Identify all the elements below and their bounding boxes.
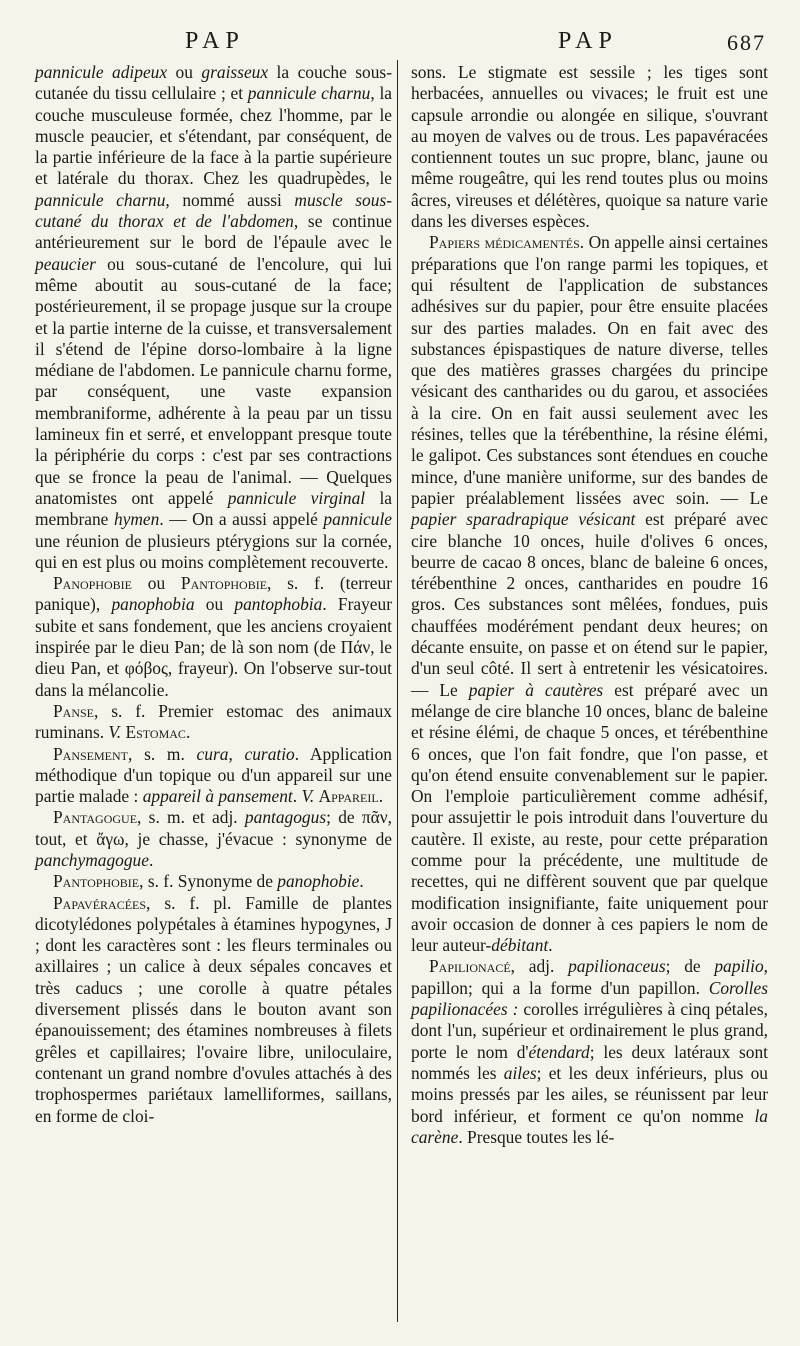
entry-panophobie: Panophobie ou Pantophobie, s. f. (terreur panique), panophobia ou pantophobia. Frayeur subite et sans fondement, que les anciens croyaient inspirée par le dieu Pan; de là son nom (de Πάν, le dieu Pan, et φόβος, frayeur). On l'observe sur-tout dans la mélancolie.	[35, 573, 392, 700]
entry-papiers-medicamentes: Papiers médicamentés. On appelle ainsi certaines préparations que l'on range parmi les topiques, et qui résultent de l'application de substances adhésives sur du papier, pour être ensuite placées sur des parties malades. On en fait avec des substances épispastiques de nature diverse, telles que des matières grasses chargées du principe vésicant des cantharides ou du garou, et associées à la cire. On en fait aussi seulement avec les résines, telles que la térébenthine, la résine élémi, le galipot. Ces substances sont étendues en couche mince, d'une manière uniforme, sur des bandes de papier préalablement lissées avec soin. — Le papier sparadrapique vésicant est préparé avec cire blanche 10 onces, huile d'olives 6 onces, beurre de cacao 8 onces, blanc de baleine 6 onces, térébenthine 2 onces, cantharides en poudre 16 gros. Ces substances sont mêlées, fondues, puis chauffées modérément pendant deux heures; on décante ensuite, on passe et on étend sur le papier, d'un seul côté. Il sert à entretenir les vésicatoires. — Le papier à cautères est préparé avec un mélange de cire blanche 10 onces, blanc de baleine et résine élémi, de chaque 5 onces, et térébenthine 6 onces, que l'on fait fondre, que l'on passe, et qu'on étend ensuite convenablement sur le papier. On l'emploie particulièrement comme adhésif, pour assujettir le pois introduit dans l'ouverture du cautère. Il existe, au reste, pour cette préparation comme pour la précédente, une multitude de recettes, qui ne diffèrent souvent que par quelque modification insignifiante, faite uniquement pour avoir occasion de donner à ces papiers le nom de leur auteur-débitant.	[411, 232, 769, 956]
paragraph-pannicule-continued: pannicule adipeux ou graisseux la couche sous-cutanée du tissu cellulaire ; et pannicule charnu, la couche musculeuse formée, chez l'homme, par le muscle peaucier, et s'étendant, par conséquent, de la partie inférieure de la face à la partie supérieure et latérale du thorax. Chez les quadrupèdes, le pannicule charnu, nommé aussi muscle sous-cutané du thorax et de l'abdomen, se continue antérieurement sur le bord de l'épaule avec le peaucier ou sous-cutané de l'encolure, qui lui même aboutit au sous-cutané de la face; postérieurement, il se propage jusque sur la croupe et la partie interne de la cuisse, et transversalement il s'étend de l'épine dorso-lombaire à la ligne médiane de l'abdomen. Le pannicule charnu forme, par conséquent, une vaste expansion membraniforme, adhérente à la peau par un tissu lamineux fin et serré, et enveloppant presque toute la périphérie du corps : c'est par ses contractions que se fronce la peau de l'animal. — Quelques anatomistes ont appelé pannicule virginal la membrane hymen. — On a aussi appelé pannicule une réunion de plusieurs ptérygions sur la cornée, qui en est plus ou moins complètement recouverte.	[35, 62, 393, 572]
header-right-word: PAP	[558, 28, 618, 54]
column-divider	[397, 60, 398, 1322]
entry-pantagogue: Pantagogue, s. m. et adj. pantagogus; de πᾶν, tout, et ἄγω, je chasse, j'évacue : synonyme de panchymagogue.	[35, 807, 392, 870]
entry-papilionace: Papilionacé, adj. papilionaceus; de papilio, papillon; qui a la forme d'un papillon. Corolles papilionacées : corolles irrégulières à cinq pétales, dont l'un, supérieur et ordinairement le plus grand, porte le nom d'étendard; les deux latéraux sont nommés les ailes; et les deux inférieurs, plus ou moins pressés par les ailes, se réunissent par leur bord inférieur, et forment ce qu'on nomme la carène. Presque toutes les lé-	[411, 956, 769, 1147]
paragraph-papaveracees-continued: sons. Le stigmate est sessile ; les tiges sont herbacées, annuelles ou vivaces; le fruit est une capsule arrondie ou alongée en silique, s'ouvrant au moyen de valves ou de trous. Les papavéracées contiennent toutes un suc propre, blanc, jaune ou même rougeâtre, qui les rend toutes plus ou moins âcres, vireuses et délétères, quoique sa nature varie dans les diverses espèces.	[411, 62, 768, 232]
right-column	[411, 62, 768, 1148]
entry-pansement: Pansement, s. m. cura, curatio. Application méthodique d'un topique ou d'un appareil sur une partie malade : appareil à pansement. V. Appareil.	[35, 743, 392, 807]
entry-pantophobie: Pantophobie, s. f. Synonyme de panophobie.	[53, 871, 364, 892]
page-number: 687	[727, 30, 766, 55]
header-left-word: PAP	[185, 28, 245, 54]
left-column	[35, 62, 392, 1127]
entry-panse: Panse, s. f. Premier estomac des animaux ruminans. V. Estomac.	[35, 700, 392, 743]
entry-papaveracees: Papavéracées, s. f. pl. Famille de plantes dicotylédones polypétales à étamines hypogynes, J ; dont les caractères sont : les fleurs terminales ou axillaires ; un calice à deux sépales concaves et très caducs ; une corolle à quatre pétales diversement plissés dans le bouton avant son épanouissement; des étamines nombreuses à filets grêles et capillaires; l'ovaire libre, uniloculaire, contenant un grand nombre d'ovules attachés à des trophospermes pariétaux lamelliformes, saillans, en forme de cloi-	[35, 892, 392, 1126]
running-header	[0, 28, 800, 58]
